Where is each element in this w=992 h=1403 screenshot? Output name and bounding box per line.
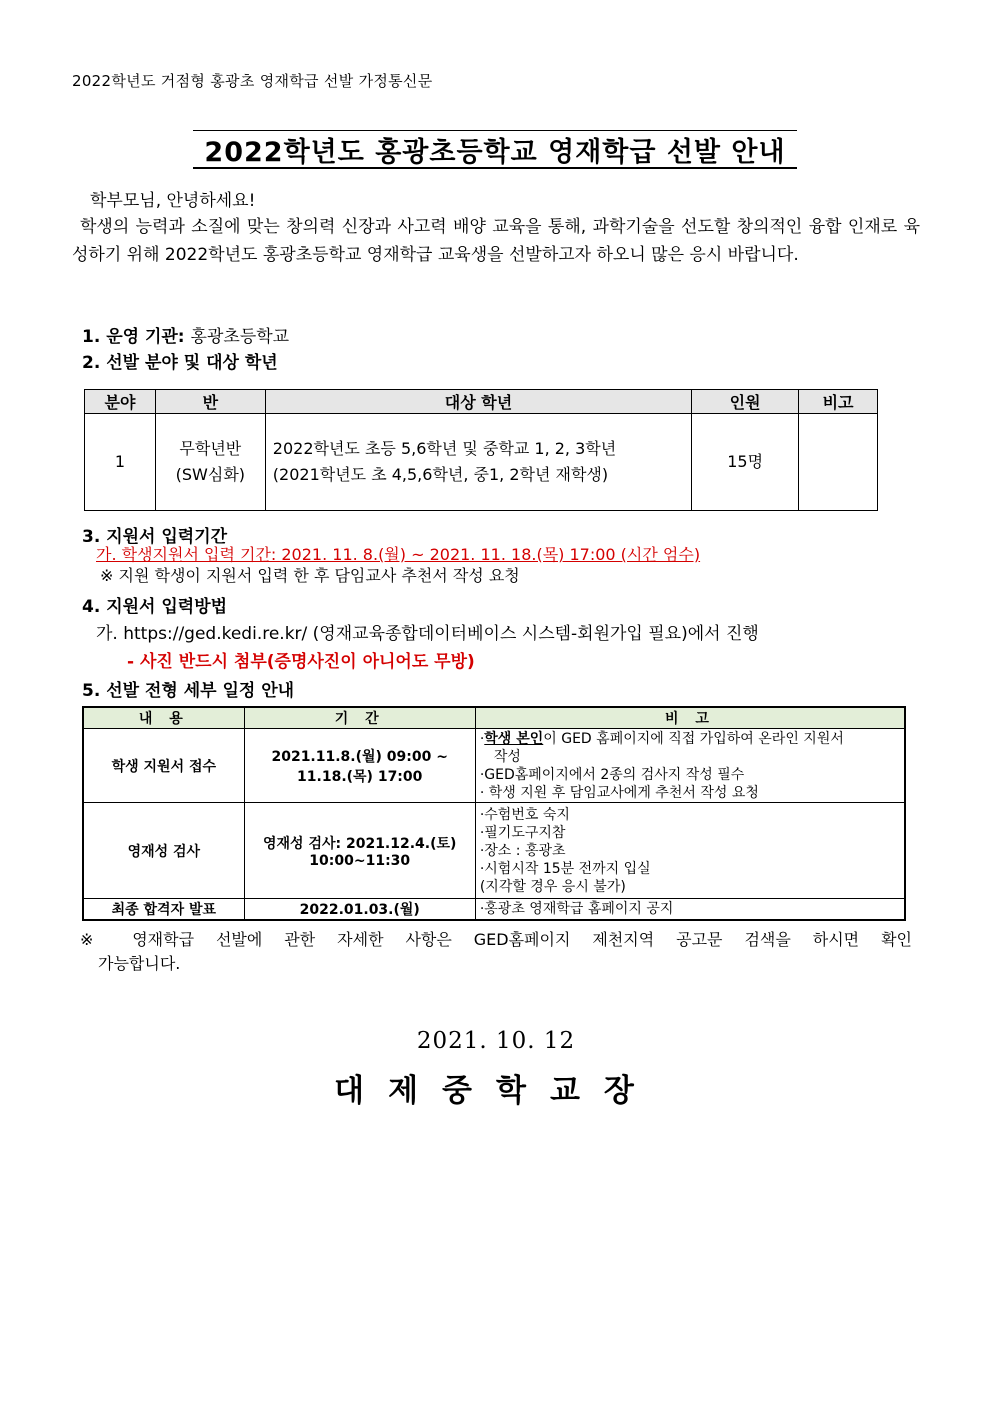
- table-row: [85, 414, 878, 511]
- header-field: 분야: [85, 390, 156, 414]
- document-header: 2022학년도 거점형 홍광초 영재학급 선발 가정통신문: [72, 72, 433, 90]
- cell-period-line2: 10:00~11:30: [309, 852, 411, 869]
- header-content: 내 용: [83, 707, 244, 729]
- greeting: 학부모님, 안녕하세요!: [90, 191, 256, 211]
- page-title: [193, 130, 797, 169]
- final-note: [80, 928, 912, 976]
- section-target-grade: 2. 선발 분야 및 대상 학년: [82, 353, 278, 373]
- page-title-text: 2022학년도 홍광초등학교 영재학급 선발 안내: [204, 136, 786, 168]
- cell-note: [799, 414, 878, 511]
- remark-line: ·홍광초 영재학급 홈페이지 공지: [479, 901, 674, 917]
- application-note: ※ 지원 학생이 지원서 입력 한 후 담임교사 추천서 작성 요청: [100, 566, 520, 585]
- cell-target-line1: 2022학년도 초등 5,6학년 및 중학교 1, 2, 3학년: [272, 439, 617, 458]
- table-row: [83, 729, 905, 803]
- header-class: 반: [155, 390, 265, 414]
- remark-bold: 학생 본인: [484, 730, 544, 747]
- cell-content: 학생 지원서 접수: [83, 729, 244, 803]
- cell-content: 최종 합격자 발표: [83, 899, 244, 921]
- cell-field: 1: [85, 414, 156, 511]
- remark-line: ·학생 본인이 GED 홈페이지에 직접 가입하여 온라인 지원서: [479, 730, 844, 747]
- table-row: [83, 803, 905, 899]
- cell-period-line1: 2021.11.8.(월) 09:00 ~: [271, 748, 448, 765]
- cell-content: 영재성 검사: [83, 803, 244, 899]
- section-schedule: 5. 선발 전형 세부 일정 안내: [82, 681, 295, 701]
- remark-line: ·필기도구지참: [479, 824, 566, 841]
- table-header-row: [83, 707, 905, 729]
- intro-paragraph: 학생의 능력과 소질에 맞는 창의력 신장과 사고력 배양 교육을 통해, 과학기술을 선도할 창의적인 융합 인재로 육성하기 위해 2022학년도 홍광초등학교 영재학급 교육생을 선발하고자 하오니 많은 응시 바랍니다.: [72, 217, 920, 265]
- remark-line: ·시험시작 15분 전까지 입실: [479, 860, 651, 877]
- target-grade-table: [84, 389, 878, 511]
- cell-remarks: [475, 899, 905, 921]
- header-note: 비고: [799, 390, 878, 414]
- schedule-table: [82, 706, 906, 921]
- cell-class-line1: 무학년반: [179, 439, 242, 458]
- final-note-line1: ※ 영재학급 선발에 관한 자세한 사항은 GED홈페이지 제천지역 공고문 검색을 하시면 확인: [80, 930, 912, 949]
- document-date: 2021. 10. 12: [416, 1028, 576, 1054]
- table-header-row: [85, 390, 878, 414]
- cell-remarks: [475, 729, 905, 803]
- application-period: 가. 학생지원서 입력 기간: 2021. 11. 8.(월) ~ 2021. 11. 18.(목) 17:00 (시간 엄수): [96, 545, 701, 564]
- application-website[interactable]: 가. https://ged.kedi.re.kr/ (영재교육종합데이터베이스 시스템-회원가입 필요)에서 진행: [96, 624, 759, 644]
- section-operating-org: [82, 322, 289, 347]
- remark-rest: 이 GED 홈페이지에 직접 가입하여 온라인 지원서: [543, 730, 844, 747]
- remark-wrap: 작성: [493, 748, 521, 765]
- header-remarks: 비 고: [475, 707, 905, 729]
- remark-line: ·수험번호 숙지: [479, 806, 570, 823]
- cell-period: [244, 803, 475, 899]
- table-row: [83, 899, 905, 921]
- cell-count: 15명: [692, 414, 799, 511]
- cell-period: 2022.01.03.(월): [244, 899, 475, 921]
- header-count: 인원: [692, 390, 799, 414]
- cell-target: [265, 414, 691, 511]
- signer: 대제중학교장: [334, 1073, 658, 1109]
- remark-line: ·장소 : 홍광초: [479, 842, 566, 859]
- cell-class-line2: (SW심화): [175, 465, 246, 484]
- section-operating-org-label: 1. 운영 기관:: [82, 327, 185, 347]
- cell-period-line2: 11.18.(목) 17:00: [297, 768, 423, 785]
- section-application-period: 3. 지원서 입력기간: [82, 527, 228, 547]
- photo-notice: - 사진 반드시 첨부(증명사진이 아니어도 무방): [127, 652, 475, 672]
- cell-class: [155, 414, 265, 511]
- final-note-line2: 가능합니다.: [98, 954, 181, 973]
- cell-period: [244, 729, 475, 803]
- remark-line: ·GED홈페이지에서 2종의 검사지 작성 필수: [479, 766, 745, 783]
- header-period: 기 간: [244, 707, 475, 729]
- section-application-method: 4. 지원서 입력방법: [82, 597, 228, 617]
- remark-line: · 학생 지원 후 담임교사에게 추천서 작성 요청: [479, 784, 759, 801]
- cell-period-line1: 영재성 검사: 2021.12.4.(토): [263, 835, 457, 852]
- cell-target-line2: (2021학년도 초 4,5,6학년, 중1, 2학년 재학생): [272, 465, 609, 484]
- cell-remarks: [475, 803, 905, 899]
- section-operating-org-value: 홍광초등학교: [190, 327, 290, 347]
- remark-line: (지각할 경우 응시 불가): [479, 878, 626, 895]
- header-target: 대상 학년: [265, 390, 691, 414]
